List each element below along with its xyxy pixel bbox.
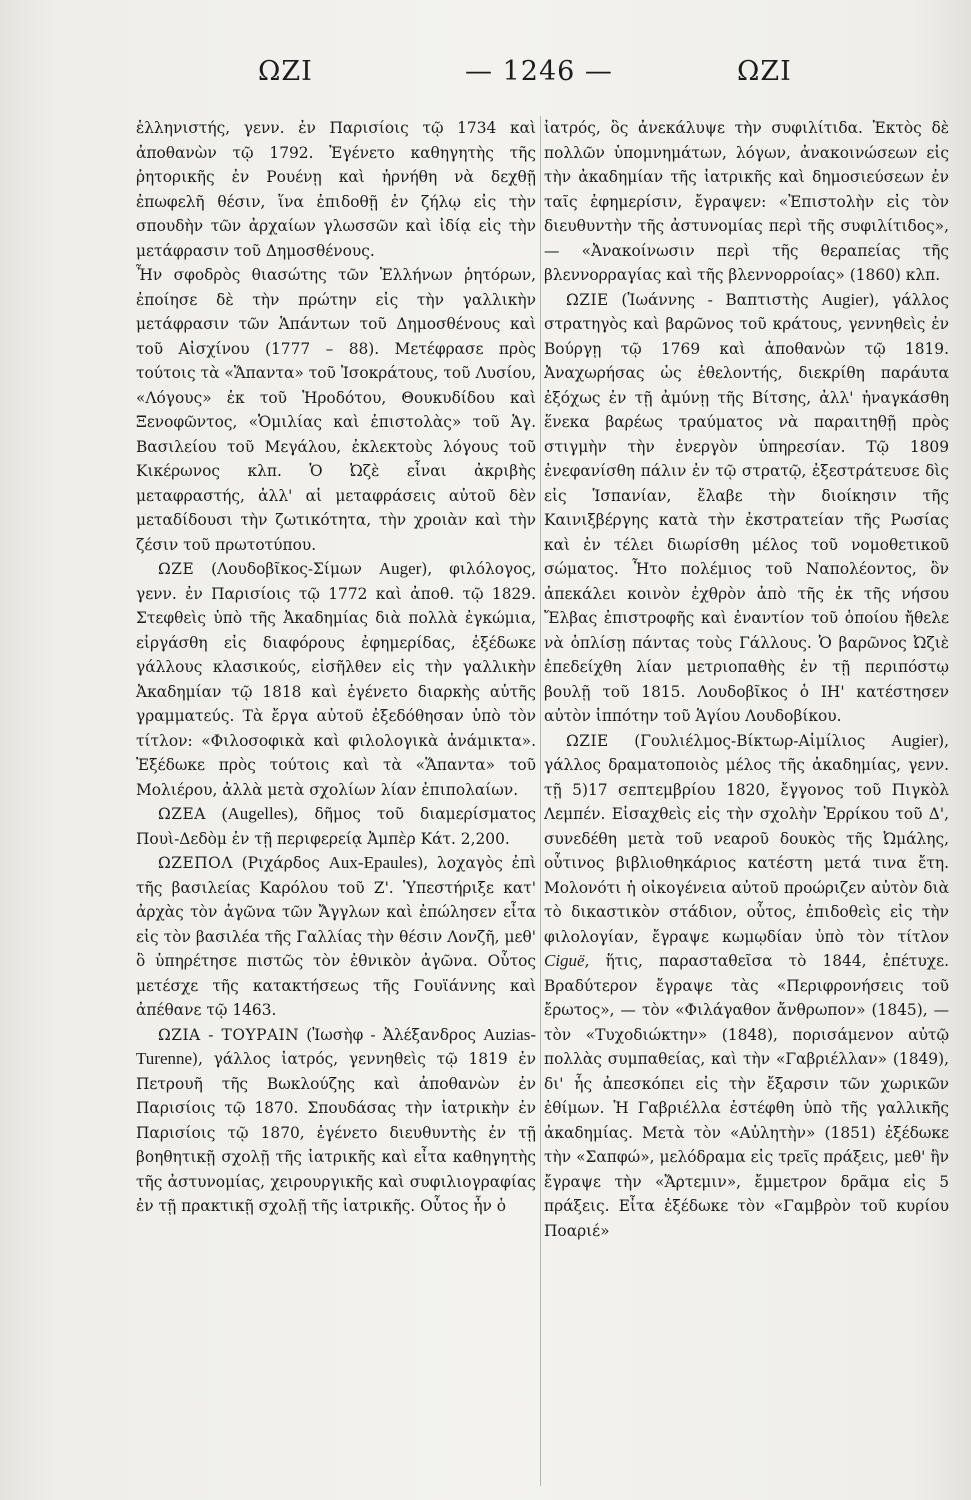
entry-text: , δῆμος τοῦ διαμερίσματος Πουὶ-Δεδὸμ ἐν τῇ περιφερείᾳ Ἀμπὲρ Κάτ. 2,200. <box>136 805 536 848</box>
page-header <box>130 56 901 96</box>
entry-latin-name: (Augelles) <box>221 804 294 823</box>
continued-entry-text: ἑλληνιστής, γενν. ἐν Παρισίοις τῷ 1734 καὶ ἀποθανὼν τῷ 1792. Ἐγένετο καθηγητὴς τῆς ῥητορικῆς ἐν Ρουένῃ καὶ ἠρνήθη νὰ δεχθῇ ἐπωφελῆ θέσιν, ἵνα ἐπιδοθῇ ἐν ζήλῳ εἰς τὴν σπουδὴν τῶν ἀρχαίων γλωσσῶν καὶ ἰδίᾳ εἰς τὴν μετάφρασιν τοῦ Δημοσθένους. <box>136 119 536 260</box>
entry-aux-epaules <box>136 851 536 1023</box>
entry-latin-name: Auger <box>378 559 422 578</box>
entry-name: (Λουδοβῖκος-Σίμων <box>211 560 362 578</box>
entry-latin-name: Augier <box>821 289 869 309</box>
entry-auzias-turenne <box>136 1023 536 1219</box>
entry-auger-louis-simon <box>136 557 536 802</box>
entry-text: ), φιλόλογος, γενν. ἐν Παρισίοις τῷ 1772 καὶ ἀποθ. τῷ 1829. Στεφθεὶς ὑπὸ τῆς Ἀκαδημίας διὰ πολλὰ ἐγκώμια, εἰργάσθη εἰς διαφόρους ἐφημερίδας, ἐξέδωκε γάλλους κλασικούς, εἰσῆλθεν εἰς τὴν γαλλικὴν Ἀκαδημίαν τῷ 1818 καὶ ἐγένετο διαρκὴς αὐτῆς γραμματεύς. Τὰ ἔργα αὐτοῦ ἐξεδόθησαν ὑπὸ τὸν τίτλον: «Φιλοσοφικὰ καὶ φιλολογικὰ ἀνάμικτα». Ἐξέδωκε πρὸς τούτοις καὶ τὰ «Ἅπαντα» τοῦ Μολιέρου, ἀλλὰ μετὰ σχολίων λίαν ἐπιπολαίων. <box>136 560 536 799</box>
entry-name: (Γουλιέλμος-Βίκτωρ-Αἰμίλιος <box>634 731 866 750</box>
entry-text: ), γάλλος δραματοποιὸς μέλος τῆς ἀκαδημίας, γενν. τῇ 5)17 σεπτεμβρίου 1820, ἔγγονος τοῦ Πιγκὸλ Λεμπέν. Εἰσαχθεὶς εἰς τὴν σχολὴν Ἐρρίκου τοῦ Δ', συνεδέθη μετὰ τοῦ νεαροῦ δουκὸς τῆς Ὠμάλης, οὗτινος βιβλιοθηκάριος κατέστη μετά τινα ἔτη. Μολονότι ἡ οἰκογένεια αὐτοῦ προώριζεν αὐτὸν διὰ τὸ δικαστικὸν στάδιον, οὗτος, ἐπιδοθεὶς εἰς τὴν φιλολογίαν, ἔγραψε κωμῳδίαν ὑπὸ τὸν τίτλον <box>544 731 949 946</box>
entry-name: (Ἰωάννης - Βαπτιστὴς <box>621 290 809 309</box>
page-number: — 1246 — <box>465 56 613 87</box>
entry-augier-jean-baptiste <box>544 288 949 729</box>
entry-headword: ΩΖΙΕ <box>566 290 609 309</box>
continued-entry-text: ἰατρός, ὃς ἀνεκάλυψε τὴν συφιλίτιδα. Ἐκτὸς δὲ πολλῶν ὑπομνημάτων, λόγων, ἀνακοινώσεων εἰς τὴν ἀκαδημίαν τῆς ἰατρικῆς καὶ δημοσιεύσεων ἐν ταῖς ἐφημερίσιν, ἔγραψεν: «Ἐπιστολὴν εἰς τὸν διευθυντὴν τῆς ἀστυνομίας περὶ τῆς συφιλίτιδος», — «Ἀνακοίνωσιν περὶ τῆς θεραπείας τῆς βλεννορραγίας καὶ τῆς βλεννορροίας» (1860) κλπ. <box>544 119 949 284</box>
entry-text-continued: , ἥτις, παρασταθεῖσα τὸ 1844, ἐπέτυχε. Βραδύτερον ἔγραψε τὰς «Περιφρονήσεις τοῦ ἔρωτος», — τὸν «Φιλάγαθον ἄνθρωπον» (1845), — τὸν «Τυχοδιώκτην» (1848), πορισάμενον αὐτῷ πολλὰς συμπαθείας, καὶ τὴν «Γαβριέλλαν» (1849), δι' ἧς ἀπεσκόπει εἰς τὴν ἔξαρσιν τῶν χωρικῶν ἐθίμων. Ἡ Γαβριέλλα ἐστέφθη ὑπὸ τῆς γαλλικῆς ἀκαδημίας. Μετὰ τὸν «Αὐλητὴν» (1851) ἐξέδωκε τὴν «Σαπφώ», μελόδραμα εἰς τρεῖς πράξεις, μεθ' ἣν ἔγραψε τὴν «Ἄρτεμιν», ἔμμετρον δρᾶμα εἰς 5 πράξεις. Εἶτα ἐξέδωκε τὸν «Γαμβρὸν τοῦ κυρίου Ποαριέ» <box>544 952 949 1240</box>
entry-latin-name: Aux-Epaules <box>328 853 418 872</box>
entry-latin-name: Auzias-Turenne <box>136 1024 536 1068</box>
entry-headword: ΩΖΙΑ - ΤΟΥΡΑΙΝ <box>158 1025 300 1044</box>
entry-name: (Ἰωσὴφ - Ἀλέξανδρος <box>306 1025 476 1044</box>
entry-work-title: Ciguë <box>544 951 585 970</box>
entry-headword: ΩΖΕΠΟΛ <box>158 854 233 872</box>
entry-headword: ΩΖΕΑ <box>158 805 206 823</box>
entry-text: ), λοχαγὸς ἐπὶ τῆς βασιλείας Καρόλου τοῦ Ζ'. Ὑπεστήριξε κατ' ἀρχὰς τὸν ἀγῶνα τῶν Ἄγγλων καὶ ἐπώλησεν εἶτα εἰς τὸν βασιλέα τῆς Γαλλίας τὴν θέσιν Λονζῆ, μεθ' ὃ ὑπηρέτησε πιστῶς τὸν ἐθνικὸν ἀγῶνα. Οὗτος μετέσχε τῆς κατακτήσεως τῆς Γουϊάννης καὶ ἀπέθανε τῷ 1463. <box>136 854 536 1019</box>
entry-latin-name: Augier <box>890 730 939 750</box>
header-left-guideword: ΩΖΙ <box>258 56 313 87</box>
entry-text: ), γάλλος στρατηγὸς καὶ βαρῶνος τοῦ κράτους, γεννηθεὶς ἐν Βούργῃ τῷ 1769 καὶ ἀποθανὼν τῷ 1819. Ἀναχωρήσας ὡς ἐθελοντής, διεκρίθη παράυτα ἐξόχως ἐν τῇ ἀμύνῃ τῆς Βίτσης, ἀλλ' ἠναγκάσθη ἕνεκα βαρέως τραύματος νὰ παραιτηθῇ πρὸς στιγμὴν τὴν ἐνεργὸν ὑπηρεσίαν. Τῷ 1809 ἐνεφανίσθη πάλιν ἐν τῷ στρατῷ, ἐξεστράτευσε δὶς εἰς Ἱσπανίαν, ἔλαβε τὴν διοίκησιν τῆς Καινιξβέργης κατὰ τὴν ἐκστρατείαν τῆς Ρωσίας καὶ ἐν τέλει διωρίσθη μέλος τοῦ νομοθετικοῦ σώματος. Ἦτο πολέμιος τοῦ Ναπολέοντος, ὃν ἀπεκάλει κοινὸν ἐχθρὸν ἀπὸ τῆς ἐκ τῆς νήσου Ἔλβας ἐπιστροφῆς καὶ ἐναντίον τοῦ ὁποίου ἤθελε νὰ ὁπλίσῃ πάντας τοὺς Γάλλους. Ὁ βαρῶνος Ὠζιὲ ἐπεδείχθη λίαν μετριοπαθὴς ἐν τῇ περιπόστῳ βουλῇ τοῦ 1815. Λουδοβῖκος ὁ ΙΗ' κατέστησεν αὐτὸν ἱππότην τοῦ Ἁγίου Λουδοβίκου. <box>544 290 949 725</box>
entry-headword: ΩΖΕ <box>158 560 195 578</box>
header-right-guideword: ΩΖΙ <box>737 56 792 87</box>
entry-text: ), γάλλος ἰατρός, γεννηθεὶς τῷ 1819 ἐν Πετρουῆ τῆς Βωκλούζης καὶ ἀποθανὼν ἐν Παρισίοις τῷ 1870. Σπουδάσας τὴν ἰατρικὴν ἐν Παρισίοις τῷ 1870, ἐγένετο διευθυντὴς ἐν τῇ βοηθητικῇ σχολῇ τῆς ἰατρικῆς καὶ εἶτα καθηγητὴς τῆς ἀστυνομίας, χειρουργικῆς καὶ συφιλιογραφίας ἐν τῇ πρακτικῇ σχολῇ τῆς ἰατρικῆς. Οὗτος ἦν ὁ <box>136 1050 536 1215</box>
left-column <box>136 116 536 1219</box>
continued-entry-text-2: Ἦν σφοδρὸς θιασώτης τῶν Ἑλλήνων ῥητόρων, ἐποίησε δὲ τὴν πρώτην εἰς τὴν γαλλικὴν μετάφρασιν τῶν Ἁπάντων τοῦ Δημοσθένους καὶ τοῦ Αἰσχίνου (1777 – 88). Μετέφρασε πρὸς τούτοις τὰ «Ἅπαντα» τοῦ Ἰσοκράτους, τοῦ Λυσίου, «Λόγους» ἐκ τοῦ Ἡροδότου, Θουκυδίδου καὶ Ξενοφῶντος, «Ὁμιλίας καὶ ἐπιστολὰς» τοῦ Ἁγ. Βασιλείου τοῦ Μεγάλου, ἐκλεκτοὺς λόγους τοῦ Κικέρωνος κλπ. Ὁ Ὠζὲ εἶναι ἀκριβὴς μεταφραστής, ἀλλ' αἱ μεταφράσεις αὐτοῦ δὲν μεταδίδουσι τὴν ζωτικότητα, τὴν χροιὰν καὶ τὴν ζέσιν τοῦ πρωτοτύπου. <box>136 266 536 554</box>
entry-name: (Ριχάρδος <box>241 854 320 872</box>
right-column <box>544 116 949 1243</box>
entry-augelles <box>136 802 536 851</box>
text-columns <box>136 116 952 1486</box>
entry-headword: ΩΖΙΕ <box>566 731 609 750</box>
entry-augier-emile <box>544 729 949 1244</box>
